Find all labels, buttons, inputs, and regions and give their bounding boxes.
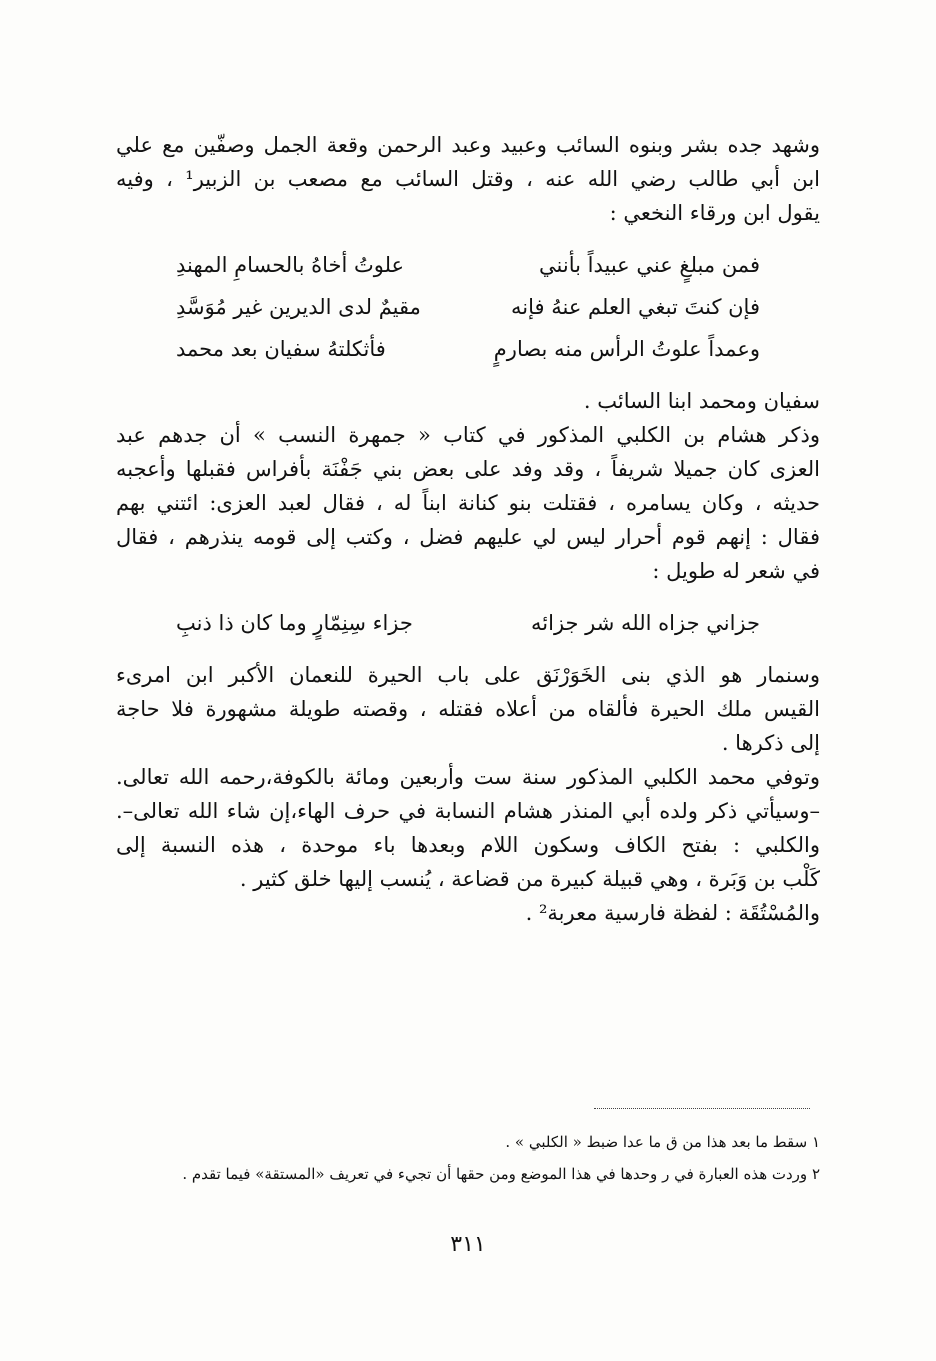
paragraph-2 [116,384,820,588]
text-line: حديثه ، وكان يسامره ، فقتلت بنو كنانة ابناً له ، فقال لعبد العزى: ائتني بهم [116,491,820,515]
text-line: والمُسْتُقَة : لفظة فارسية معربة² . [525,901,820,925]
poem-verses-1 [116,244,820,370]
verse-line [116,244,820,286]
text-line: وذكر هشام بن الكلبي المذكور في كتاب « جمهرة النسب » أن جدهم عبد [116,423,820,447]
footnote-2: ٢ وردت هذه العبارة في ر وحدها في هذا الموضع ومن حقها أن تجيء في تعريف «المستقة» فيما تقدم . [182,1165,820,1183]
verse-line [116,328,820,370]
text-line: –وسيأتي ذكر ولده أبي المنذر هشام النسابة في حرف الهاء،إن شاء الله تعالى–. [116,799,820,823]
footnote-1: ١ سقط ما بعد هذا من ق ما عدا ضبط « الكلبي » . [505,1133,820,1151]
paragraph-3 [116,658,820,760]
verse-first-hemistich: جزاني جزاه الله شر جزائه [531,611,760,635]
text-line: في شعر له طويل : [652,559,820,583]
page-number: ٣١١ [450,1232,486,1257]
verse-first-hemistich: فمن مبلغٍ عني عبيداً بأنني [539,253,760,277]
text-line: والكلبي : بفتح الكاف وسكون اللام وبعدها باء موحدة ، هذه النسبة إلى [116,833,820,857]
text-line: العزى كان جميلا شريفاً ، وقد وفد على بعض بني جَفْنَة بأفراس فقبلها وأعجبه [116,457,820,481]
text-line: القيس ملك الحيرة فألقاه من أعلاه فقتله ، وقصته طويلة مشهورة فلا حاجة [116,697,820,721]
text-line: إلى ذكرها . [721,731,820,755]
text-line: كَلْب بن وَبَرة ، وهي قبيلة كبيرة من قضاعة ، يُنسب إليها خلق كثير . [239,867,820,891]
verse-second-hemistich: جزاء سِنِمّارٍ وما كان ذا ذنبِ [176,611,413,635]
verse-first-hemistich: وعمداً علوتُ الرأس منه بصارمٍ [493,337,760,361]
text-line: يقول ابن ورقاء النخعي : [609,201,820,225]
footnotes [116,1126,820,1190]
verse-line [116,602,820,644]
paragraph-4 [116,760,820,930]
verse-second-hemistich: مقيمٌ لدى الديرين غير مُوَسَّدِ [176,295,421,319]
verse-second-hemistich: فأثكلتهُ سفيان بعد محمد [176,337,386,361]
paragraph-1 [116,128,820,230]
text-line: ابن أبي طالب رضي الله عنه ، وقتل السائب مع مصعب بن الزبير¹ ، وفيه [116,167,821,191]
text-line: وشهد جده بشر وبنوه السائب وعبيد وعبد الرحمن وقعة الجمل وصفّين مع علي [116,133,820,157]
verse-first-hemistich: فإن كنتَ تبغي العلم عنهُ فإنه [511,295,760,319]
footnote-divider [594,1108,810,1109]
text-line: وتوفي محمد الكلبي المذكور سنة ست وأربعين ومائة بالكوفة،رحمه الله تعالى. [116,765,820,789]
verse-second-hemistich: علوتُ أخاهُ بالحسامِ المهندِ [176,253,405,277]
text-line: وسنمار هو الذي بنى الخَوَرْنَق على باب الحيرة للنعمان الأكبر ابن امرىء [116,663,820,687]
text-line: سفيان ومحمد ابنا السائب . [583,389,820,413]
text-line: فقال : إنهم قوم أحرار ليس لي عليهم فضل ، وكتب إلى قومه ينذرهم ، فقال [116,525,820,549]
verse-line [116,286,820,328]
